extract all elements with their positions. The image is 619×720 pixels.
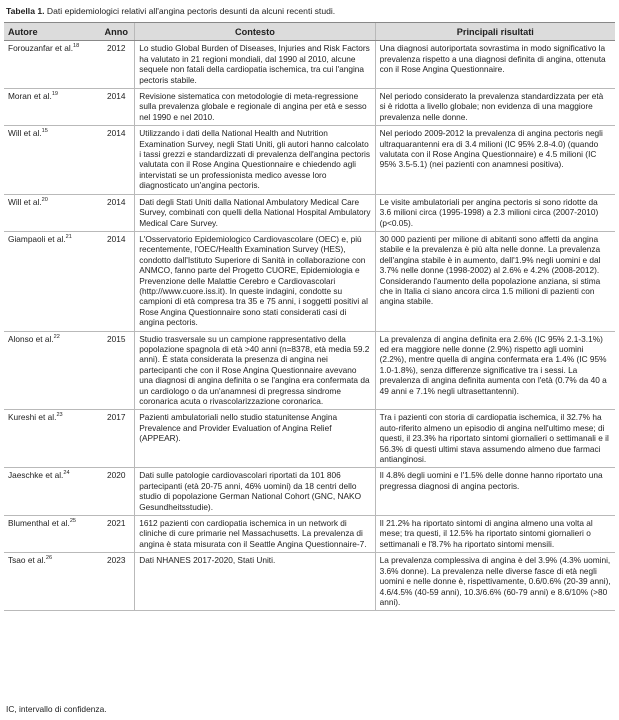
table-row: [4, 231, 615, 331]
author-name: Forouzanfar et al.: [8, 43, 74, 54]
cell-context: Utilizzando i dati della National Health and Nutrition Examination Survey, negli Stati Uniti, gli autori hanno calcolato i tassi grezzi e standardizzati di prevalenza dell'angina pectoris valutata con il Rose Angina Questionnaire e chiedendo agli intervistati se un professionista medico avesse loro diagnosticato un'angina pectoris.: [135, 126, 375, 194]
reference-number: 26: [45, 555, 53, 562]
cell-author: [4, 231, 98, 331]
cell-year: 2014: [98, 89, 134, 126]
reference-number: 24: [63, 470, 70, 477]
cell-author: [4, 41, 98, 89]
cell-year: 2014: [98, 126, 134, 194]
header-risultati: Principali risultati: [375, 23, 615, 41]
cell-author: [4, 468, 98, 516]
cell-author: [4, 89, 98, 126]
cell-results: Tra i pazienti con storia di cardiopatia ischemica, il 32.7% ha auto-riferito almeno un episodio di angina nell'ultimo mese; di questi, il 23.3% ha riportato sintomi giornalieri o settimanali e il 56.3% di questi ultimi stava assumendo almeno due farmaci antianginosi.: [375, 410, 615, 468]
cell-context: Dati NHANES 2017-2020, Stati Uniti.: [135, 553, 375, 611]
reference-number: 25: [69, 518, 77, 525]
table-row: [4, 516, 615, 553]
cell-context: Lo studio Global Burden of Diseases, Injuries and Risk Factors ha valutato in 21 regioni mondiali, dal 1990 al 2010, alcune sequele non fatali della cardiopatia ischemica, tra cui l'angina pectoris stabile.: [135, 41, 375, 89]
cell-results: Il 4.8% degli uomini e l'1.5% delle donne hanno riportato una pregressa diagnosi di angina pectoris.: [375, 468, 615, 516]
reference-number: 19: [51, 91, 59, 98]
table-row: [4, 41, 615, 89]
cell-results: Nel periodo considerato la prevalenza standardizzata per età si è ridotta a livello globale; non evidenza di una maggiore prevalenza nelle donne.: [375, 89, 615, 126]
cell-results: Il 21.2% ha riportato sintomi di angina almeno una volta al mese; tra questi, il 12.5% ha riportato sintomi giornalieri o settimanali e l'8.7% ha riportato sintomi mensili.: [375, 516, 615, 553]
cell-author: [4, 126, 98, 194]
table-footnote: IC, intervallo di confidenza.: [6, 704, 107, 714]
author-name: Alonso et al.: [8, 333, 54, 344]
cell-year: 2020: [98, 468, 134, 516]
caption-text: Dati epidemiologici relativi all'angina pectoris desunti da alcuni recenti studi.: [44, 6, 336, 16]
epidemiology-table: [4, 22, 615, 611]
caption-label: Tabella 1.: [6, 6, 45, 16]
header-contesto: Contesto: [135, 23, 375, 41]
cell-author: [4, 331, 98, 410]
table-row: [4, 126, 615, 194]
cell-results: Una diagnosi autoriportata sovrastima in modo significativo la prevalenza rispetto a una diagnosi definita di angina, ottenuta con il Rose Angina Questionnaire.: [375, 41, 615, 89]
cell-author: [4, 194, 98, 231]
reference-number: 18: [73, 43, 80, 50]
cell-author: [4, 410, 98, 468]
table-caption: [6, 6, 335, 16]
table-row: [4, 410, 615, 468]
cell-context: 1612 pazienti con cardiopatia ischemica in un network di cliniche di cure primarie nel Massachusetts. La prevalenza di angina è stata misurata con il Seattle Angina Questionnaire-7.: [135, 516, 375, 553]
author-name: Tsao et al.: [8, 555, 46, 566]
reference-number: 21: [65, 234, 72, 241]
cell-context: L'Osservatorio Epidemiologico Cardiovascolare (OEC) e, più recentemente, l'OEC/Health Examination Survey (HES), condotto dall'Istituto Superiore di Sanità in collaborazione con ANMCO, fanno parte del Progetto CUORE, Epidemiologia e Prevenzione delle Malattie Cerebro e Cardiovascolari (http://www.cuore.iss.it). In queste indagini, condotte su campioni di età compresa tra 35 e 75 anni, i soggetti positivi al Rose Angina Questionnaire sono stati considerati casi di angina pectoris.: [135, 231, 375, 331]
cell-context: Dati degli Stati Uniti dalla National Ambulatory Medical Care Survey, combinati con quelli della National Hospital Ambulatory Medical Care Survey.: [135, 194, 375, 231]
author-name: Blumenthal et al.: [8, 518, 70, 529]
cell-year: 2014: [98, 194, 134, 231]
table-row: [4, 89, 615, 126]
cell-context: Studio trasversale su un campione rappresentativo della popolazione spagnola di età >40 anni (n=8378, età media 59.2 anni). È stata considerata la presenza di angina nei partecipanti che con il Rose Angina Questionnaire avevano una diagnosi di angina definita o se l'angina era confermata da un cardiologo o da un'anamnesi di pregressa sindrome coronarica acuta o rivascolarizzazione coronarica.: [135, 331, 375, 410]
cell-year: 2017: [98, 410, 134, 468]
cell-year: 2021: [98, 516, 134, 553]
cell-results: La prevalenza complessiva di angina è del 3.9% (4.3% uomini, 3.6% donne). La prevalenza nelle diverse fasce di età negli uomini e nelle donne è, rispettivamente, 0.6/0.6% (20-39 anni), 4.6/4.5% (40-59 anni), 10.3/6.6% (60-79 anni) e 8.6/10% (>80 anni).: [375, 553, 615, 611]
author-name: Jaeschke et al.: [8, 470, 64, 481]
cell-context: Pazienti ambulatoriali nello studio statunitense Angina Prevalence and Provider Evaluation of Angina Relief (APPEAR).: [135, 410, 375, 468]
header-autore: Autore: [4, 23, 98, 41]
header-anno: Anno: [98, 23, 134, 41]
table-body: [4, 41, 615, 611]
cell-context: Dati sulle patologie cardiovascolari riportati da 101 806 partecipanti (età 20-75 anni, 46% uomini) da 18 centri dello studio di popolazione German National Cohort (GNC, NAKO Gesundheitsstudie).: [135, 468, 375, 516]
cell-author: [4, 553, 98, 611]
cell-results: Le visite ambulatoriali per angina pectoris si sono ridotte da 3.6 milioni circa (1995-1998) a 2.3 milioni circa (2007-2010) (p<0.05).: [375, 194, 615, 231]
author-name: Kureshi et al.: [8, 412, 57, 423]
author-name: Will et al.: [8, 128, 42, 139]
cell-context: Revisione sistematica con metodologie di meta-regressione sulla prevalenza globale e regionale di angina per età e sesso nel 1990 e nel 2010.: [135, 89, 375, 126]
author-name: Moran et al.: [8, 91, 52, 102]
cell-results: La prevalenza di angina definita era 2.6% (IC 95% 2.1-3.1%) ed era maggiore nelle donne (2.9%) rispetto agli uomini (2.2%), mentre quella di angina confermata era 1.4% (IC 95% 1.0-1.8%), senza differenze significative tra i sessi. La prevalenza di angina definita aumenta con l'età (0.7% da 40 a 49 anni e 7.1% negli ultrasettantenni).: [375, 331, 615, 410]
cell-author: [4, 516, 98, 553]
cell-year: 2012: [98, 41, 134, 89]
table-row: [4, 331, 615, 410]
table-row: [4, 468, 615, 516]
cell-year: 2014: [98, 231, 134, 331]
cell-results: 30 000 pazienti per milione di abitanti sono affetti da angina stabile e la prevalenza è più alta nelle donne. La prevalenza dell'angina stabile è in aumento, dall'1.9% negli uomini e dal 3.7% nelle donne (1998-2002) al 2.6% e 4.2% (2008-2012). Considerando l'aumento della popolazione anziana, si stima che in Italia ci siano ancora circa 1.5 milioni di pazienti con angina stabile.: [375, 231, 615, 331]
reference-number: 23: [56, 412, 63, 419]
cell-year: 2023: [98, 553, 134, 611]
table-row: [4, 194, 615, 231]
author-name: Will et al.: [8, 196, 42, 207]
cell-year: 2015: [98, 331, 134, 410]
table-row: [4, 553, 615, 611]
reference-number: 15: [41, 128, 48, 135]
reference-number: 22: [53, 333, 60, 340]
header-row: [4, 23, 615, 41]
author-name: Giampaoli et al.: [8, 233, 66, 244]
reference-number: 20: [41, 196, 48, 203]
table-header: [4, 23, 615, 41]
cell-results: Nel periodo 2009-2012 la prevalenza di angina pectoris negli ultraquarantenni era di 3.4 milioni (IC 95% 2.8-4.0) (quando valutata con il Rose Angina Questionnaire) e 4.5 milioni (IC 95% 3.5-5.1) (nei pazienti con anamnesi positiva).: [375, 126, 615, 194]
